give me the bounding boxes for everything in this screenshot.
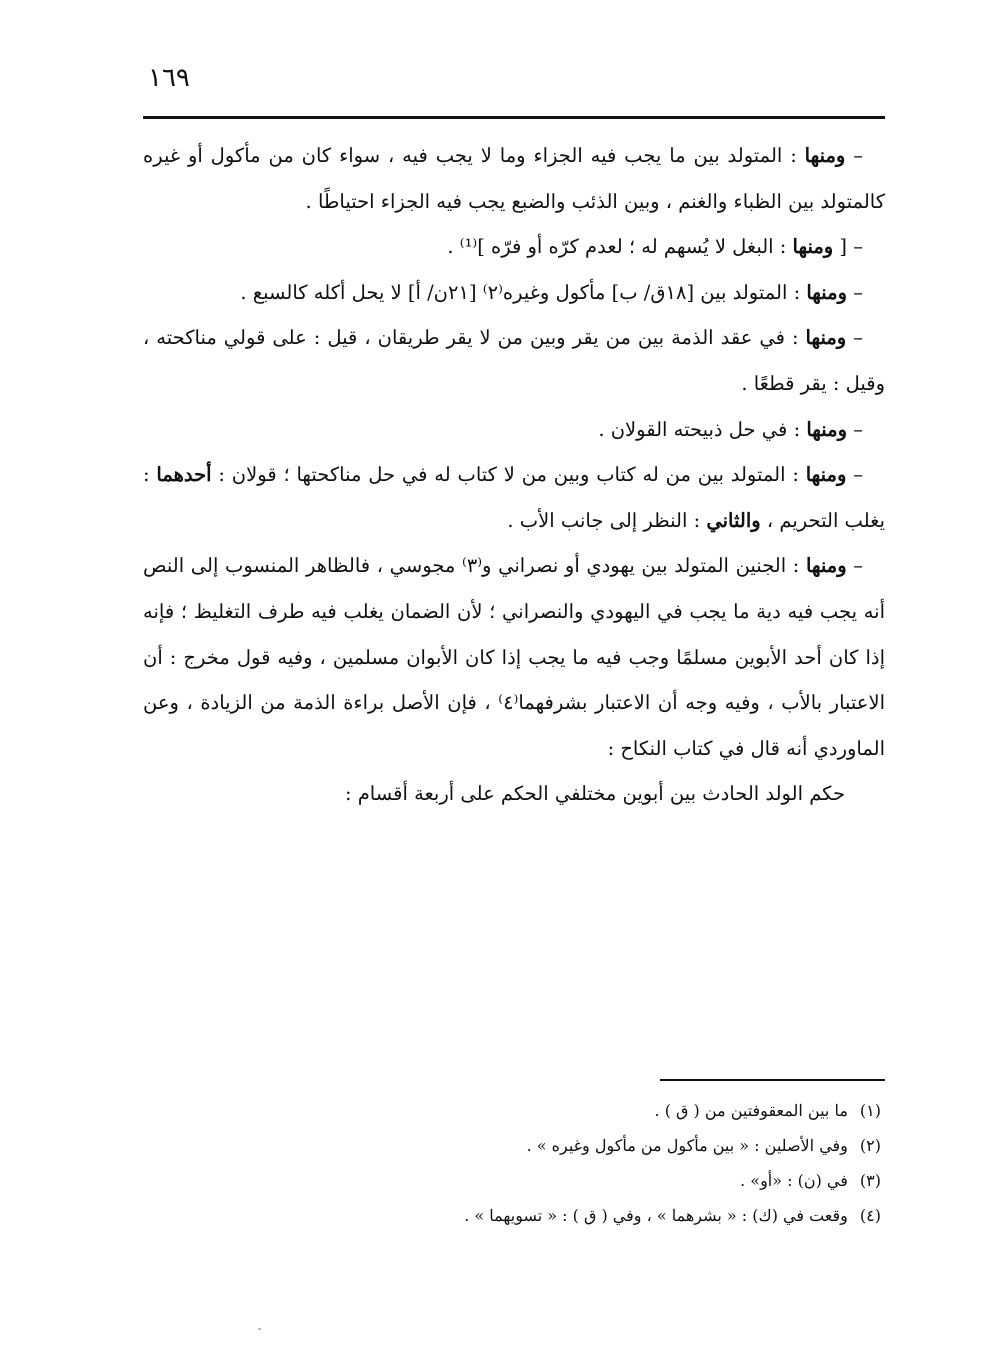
scan-speck — [258, 1328, 261, 1330]
paragraph-6 — [143, 452, 885, 543]
footnote-number: (٤) — [859, 1206, 881, 1225]
paragraph-text: : في حل ذبيحته القولان . — [598, 417, 807, 441]
keyword-second: والثاني — [706, 508, 761, 532]
paragraph-text: : البغل لا يُسهم له ؛ لعدم كرّه أو فرّه ]⁽¹⁾ . — [447, 235, 793, 259]
keyword: ومنها — [805, 554, 847, 578]
footnote-separator — [660, 1079, 885, 1081]
header-rule — [143, 116, 885, 119]
footnotes — [143, 1093, 885, 1233]
paragraph-7 — [143, 543, 885, 771]
body-text — [143, 133, 885, 817]
footnote-text: في (ن) : «أو» . — [740, 1171, 848, 1190]
paragraph-text: : الجنين المتولد بين يهودي أو نصراني و⁽٣⁾ مجوسي ، فالظاهر المنسوب إلى النص أنه يجب فيه دية ما يجب في اليهودي والنصراني ؛ لأن الضمان يغلب فيه طرف التغليظ ؛ فإنه إذا كان أحد الأبوين مسلمًا وجب فيه ما يجب إذا كان الأبوان مسلمين ، وفيه قول مخرج : أن الاعتبار بالأب ، وفيه وجه أن الاعتبار بشرفهما⁽٤⁾ ، فإن الأصل براءة الذمة من الزيادة ، وعن الماوردي أنه قال في كتاب النكاح : — [143, 554, 885, 760]
paragraph-dash: – — [847, 417, 863, 441]
paragraph-text: : في عقد الذمة بين من يقر وبين من لا يقر طريقان ، قيل : على قولي مناكحته ، وقيل : يقر قطعًا . — [143, 326, 885, 395]
paragraph-dash: – — [846, 326, 863, 350]
paragraph-3 — [143, 270, 885, 316]
keyword: ومنها — [805, 463, 847, 487]
paragraph-text-2: : يغلب التحريم ، — [143, 463, 885, 532]
paragraph-5 — [143, 407, 885, 453]
footnote-text: وفي الأصلين : « بين مأكول من مأكول وغيره » . — [526, 1136, 848, 1155]
footnote-1 — [143, 1093, 885, 1128]
keyword: ومنها — [792, 235, 834, 259]
paragraph-dash: – — [846, 463, 863, 487]
keyword-first: أحدهما — [156, 463, 212, 487]
paragraph-dash: – — [845, 144, 863, 167]
paragraph-4 — [143, 315, 885, 406]
paragraph-text: : المتولد بين ما يجب فيه الجزاء وما لا يجب فيه ، سواء كان من مأكول أو غيره كالمتولد بين الظباء والغنم ، وبين الذئب والضبع يجب فيه الجزاء احتياطًا . — [143, 144, 885, 213]
paragraph-dash: – — [847, 280, 863, 304]
footnote-number: (٣) — [859, 1171, 881, 1190]
footnote-number: (١) — [859, 1101, 881, 1120]
footnote-2 — [143, 1128, 885, 1163]
paragraph-text: : المتولد بين [١٨ق/ ب] مأكول وغيره⁽٢⁾ [٢١ن/ أ] لا يحل أكله كالسبع . — [240, 280, 807, 304]
paragraph-2 — [143, 224, 885, 270]
footnote-4 — [143, 1198, 885, 1233]
paragraph-dash: – [ — [833, 235, 863, 259]
keyword: ومنها — [804, 144, 846, 167]
footnote-text: ما بين المعقوفتين من ( ق ) . — [654, 1101, 848, 1120]
footnote-3 — [143, 1163, 885, 1198]
keyword: ومنها — [806, 417, 848, 441]
paragraph-text-3: : النظر إلى جانب الأب . — [507, 508, 707, 532]
paragraph-dash: – — [846, 554, 864, 578]
paragraph-1 — [143, 133, 885, 224]
keyword: ومنها — [806, 280, 848, 304]
page-number: ١٦٩ — [148, 63, 190, 93]
footnote-number: (٢) — [859, 1136, 881, 1155]
paragraph-text: : المتولد بين من له كتاب وبين من لا كتاب له في حل مناكحتها ؛ قولان : — [211, 463, 806, 487]
keyword: ومنها — [805, 326, 847, 350]
quoted-line: حكم الولد الحادث بين أبوين مختلفي الحكم على أربعة أقسام : — [344, 782, 845, 806]
footnote-text: وقعت في (ك) : « بشرهما » ، وفي ( ق ) : « تسويهما » . — [464, 1206, 848, 1225]
